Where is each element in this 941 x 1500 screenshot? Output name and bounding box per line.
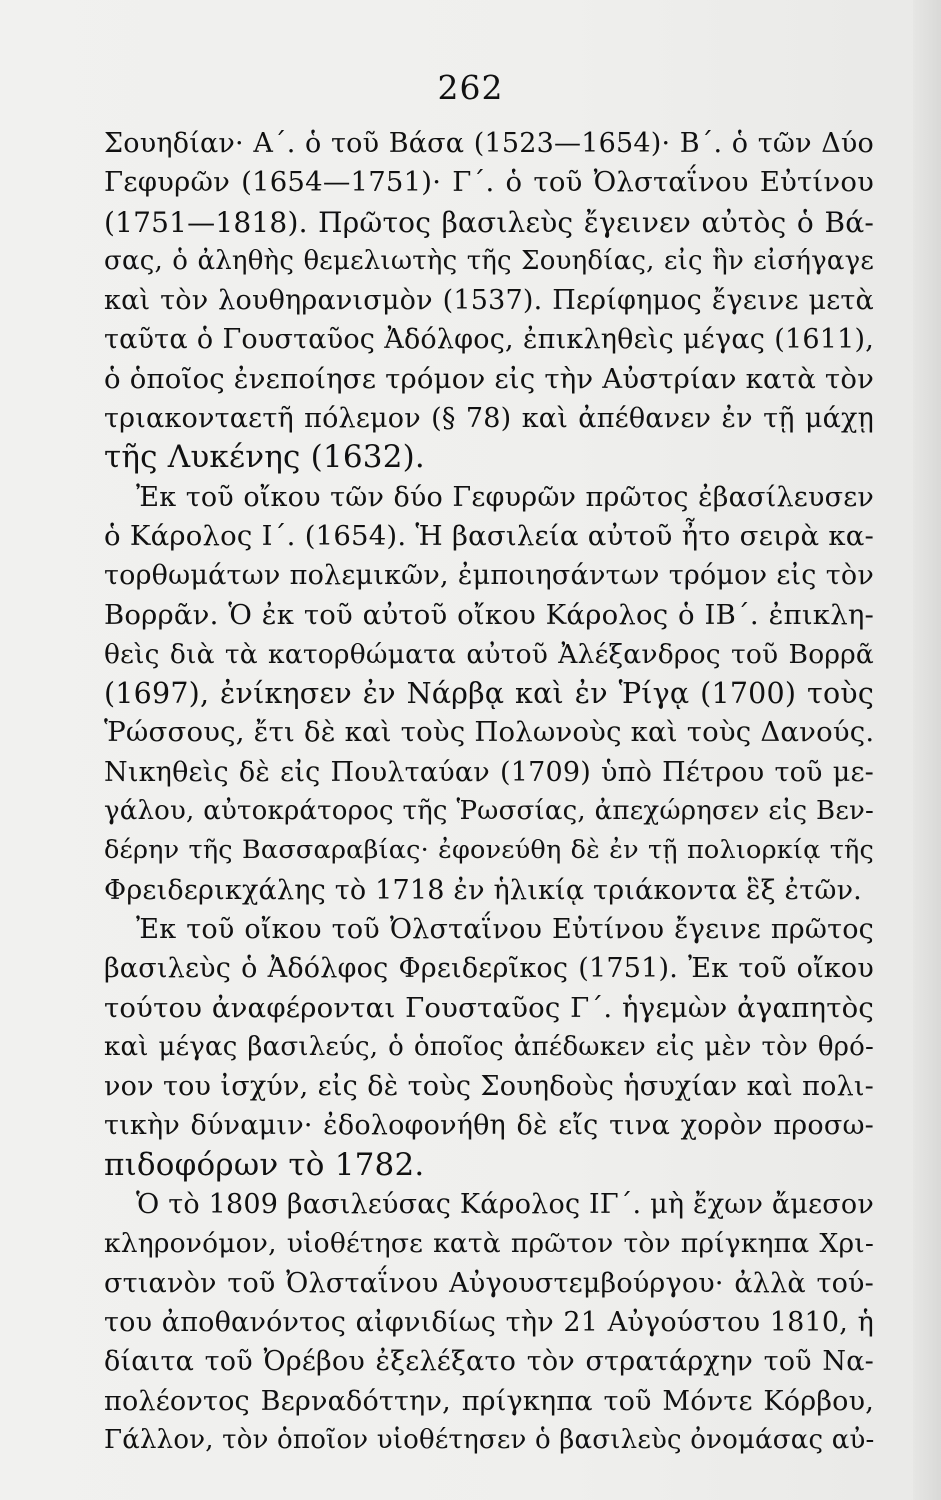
- text-line: του ἀποθανόντος αἰφνιδίως τὴν 21 Αὐγούστου 1810, ἡ: [104, 1306, 874, 1338]
- text-line: Ἐκ τοῦ οἴκου τοῦ Ὀλσταΐνου Εὐτίνου ἔγεινε πρῶτος: [136, 913, 874, 945]
- text-line: Σουηδίαν· Α΄. ὁ τοῦ Βάσα (1523—1654)· Β΄. ὁ τῶν Δύο: [104, 128, 874, 159]
- text-line: κληρονόμον, υἱοθέτησε κατὰ πρῶτον τὸν πρίγκηπα Χρι-: [104, 1228, 874, 1260]
- text-line: τριακονταετῆ πόλεμον (§ 78) καὶ ἀπέθανεν ἐν τῇ μάχῃ: [104, 403, 874, 435]
- text-line: Γεφυρῶν (1654—1751)· Γ΄. ὁ τοῦ Ὀλσταΐνου Εὐτίνου: [104, 166, 874, 199]
- text-line: Βορρᾶν. Ὁ ἐκ τοῦ αὐτοῦ οἴκου Κάρολος ὁ ΙΒ΄. ἐπικλη-: [104, 598, 874, 631]
- text-line: πολέοντος Βερναδόττην, πρίγκηπα τοῦ Μόντε Κόρβου,: [104, 1385, 874, 1417]
- text-line: θεὶς διὰ τὰ κατορθώματα αὐτοῦ Ἀλέξανδρος τοῦ Βορρᾶ: [104, 638, 874, 670]
- text-line: δέρην τῆς Βασσαραβίας· ἐφονεύθη δὲ ἐν τῇ πολιορκίᾳ τῆς: [104, 835, 874, 866]
- text-line: ταῦτα ὁ Γουσταῦος Ἀδόλφος, ἐπικληθεὶς μέγας (1611),: [104, 324, 874, 356]
- page-edge-shadow: [913, 0, 941, 1500]
- text-line: Φρειδερικχάλης τὸ 1718 ἐν ἡλικίᾳ τριάκοντα ἓξ ἐτῶν.: [104, 874, 862, 906]
- text-line: καὶ τὸν λουθηρανισμὸν (1537). Περίφημος ἔγεινε μετὰ: [104, 285, 874, 317]
- text-line: τορθωμάτων πολεμικῶν, ἐμποιησάντων τρόμον εἰς τὸν: [104, 560, 874, 592]
- text-line: τῆς Λυκένης (1632).: [104, 439, 425, 476]
- text-line: (1697), ἐνίκησεν ἐν Νάρβᾳ καὶ ἐν Ῥίγᾳ (1700) τοὺς: [104, 677, 874, 711]
- body-text: [104, 124, 874, 1460]
- text-line: καὶ μέγας βασιλεύς, ὁ ὁποῖος ἀπέδωκεν εἰς μὲν τὸν θρό-: [104, 1031, 874, 1062]
- text-line: δίαιτα τοῦ Ὀρέβου ἐξελέξατο τὸν στρατάρχην τοῦ Να-: [104, 1346, 874, 1378]
- text-line: γάλου, αὐτοκράτορος τῆς Ῥωσσίας, ἀπεχώρησεν εἰς Βεν-: [104, 796, 874, 827]
- text-line: Ἐκ τοῦ οἴκου τῶν δύο Γεφυρῶν πρῶτος ἐβασίλευσεν: [136, 481, 874, 513]
- text-line: Νικηθεὶς δὲ εἰς Πουλταύαν (1709) ὑπὸ Πέτρου τοῦ με-: [104, 756, 874, 788]
- text-line: Ὁ τὸ 1809 βασιλεύσας Κάρολος ΙΓ΄. μὴ ἔχων ἄμεσον: [136, 1189, 874, 1221]
- page-number: 262: [437, 68, 504, 107]
- text-line: πιδοφόρων τὸ 1782.: [104, 1146, 425, 1183]
- text-line: τούτου ἀναφέρονται Γουσταῦος Γ΄. ἡγεμὼν ἀγαπητὸς: [104, 991, 874, 1024]
- text-line: ὁ ὁποῖος ἐνεποίησε τρόμον εἰς τὴν Αὐστρίαν κατὰ τὸν: [104, 362, 874, 395]
- text-line: ὁ Κάρολος Ι΄. (1654). Ἡ βασιλεία αὐτοῦ ἦτο σειρὰ κα-: [104, 519, 874, 552]
- text-line: τικὴν δύναμιν· ἐδολοφονήθη δὲ εἴς τινα χορὸν προσω-: [104, 1110, 874, 1142]
- text-line: νον του ἰσχύν, εἰς δὲ τοὺς Σουηδοὺς ἡσυχίαν καὶ πολι-: [104, 1071, 874, 1103]
- text-line: Γάλλον, τὸν ὁποῖον υἱοθέτησεν ὁ βασιλεὺς ὀνομάσας αὐ-: [104, 1424, 875, 1455]
- text-line: βασιλεὺς ὁ Ἀδόλφος Φρειδερῖκος (1751). Ἐκ τοῦ οἴκου: [104, 953, 874, 985]
- text-line: Ῥώσσους, ἔτι δὲ καὶ τοὺς Πολωνοὺς καὶ τοὺς Δανούς.: [104, 716, 875, 749]
- text-line: στιανὸν τοῦ Ὀλσταΐνου Αὐγουστεμβούργου· ἀλλὰ τού-: [104, 1267, 874, 1299]
- text-line: (1751—1818). Πρῶτος βασιλεὺς ἔγεινεν αὐτὸς ὁ Βά-: [104, 205, 874, 239]
- text-line: σας, ὁ ἀληθὴς θεμελιωτὴς τῆς Σουηδίας, εἰς ἣν εἰσήγαγε: [104, 245, 874, 276]
